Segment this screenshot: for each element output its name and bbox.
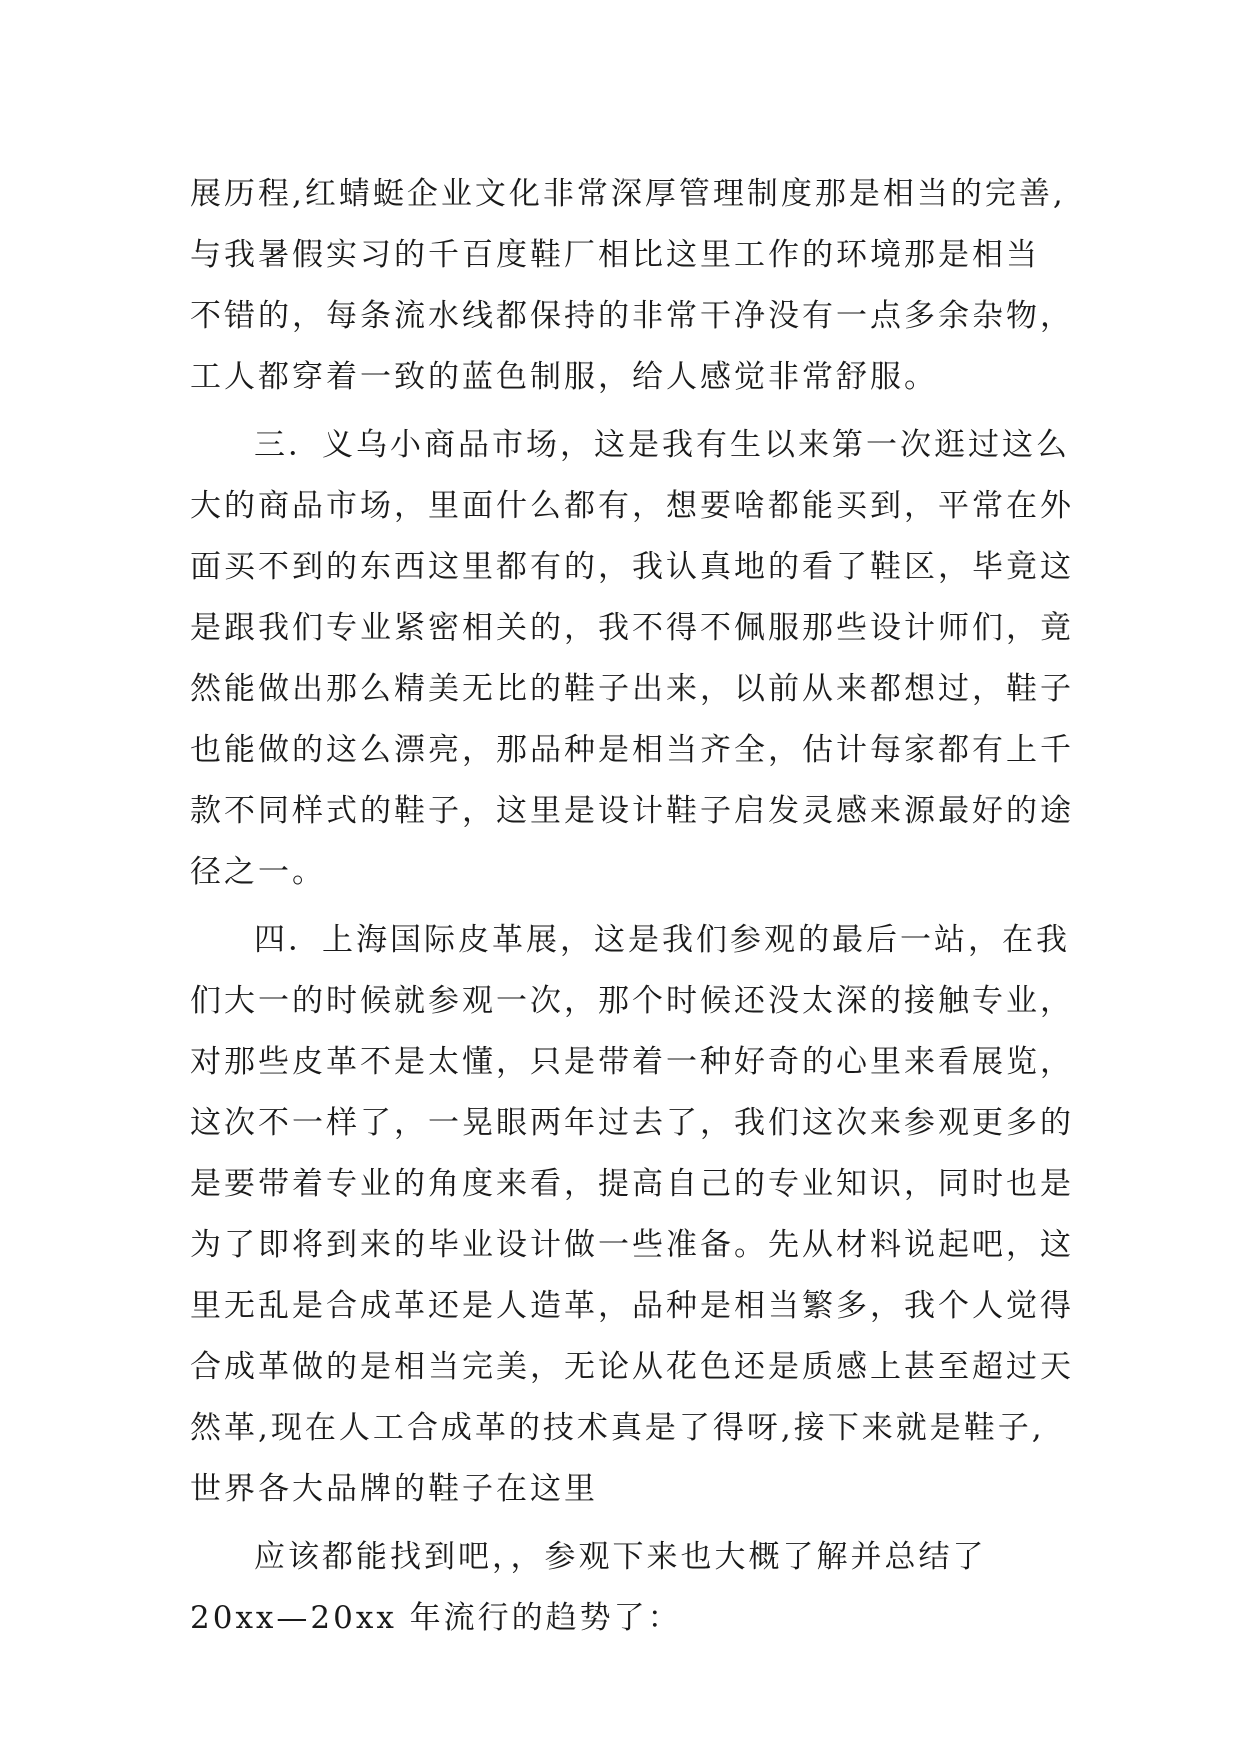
document-body xyxy=(190,164,1090,1649)
paragraph-start-line: 应该都能找到吧，，参观下来也大概了解并总结了 xyxy=(254,1539,987,1575)
text-line: 里无乱是合成革还是人造革，品种是相当繁多，我个人觉得 xyxy=(190,1288,1074,1324)
text-line: 径之一。 xyxy=(190,854,326,890)
text-line: 是跟我们专业紧密相关的，我不得不佩服那些设计师们，竟 xyxy=(190,610,1074,646)
text-line: 也能做的这么漂亮，那品种是相当齐全，估计每家都有上千 xyxy=(190,732,1074,768)
text-line: 不错的，每条流水线都保持的非常干净没有一点多余杂物， xyxy=(190,298,1074,334)
text-line: 款不同样式的鞋子，这里是设计鞋子启发灵感来源最好的途 xyxy=(190,793,1074,829)
text-line: 然革,现在人工合成革的技术真是了得呀,接下来就是鞋子, xyxy=(190,1410,1045,1446)
text-line: 世界各大品牌的鞋子在这里 xyxy=(190,1471,598,1507)
text-line: 与我暑假实习的千百度鞋厂相比这里工作的环境那是相当 xyxy=(190,237,1040,273)
text-line: 20xx—20xx 年流行的趋势了： xyxy=(190,1600,682,1636)
text-line: 合成革做的是相当完美，无论从花色还是质感上甚至超过天 xyxy=(190,1349,1074,1385)
text-line: 展历程,红蜻蜓企业文化非常深厚管理制度那是相当的完善, xyxy=(190,176,1066,212)
text-line: 然能做出那么精美无比的鞋子出来，以前从来都想过，鞋子 xyxy=(190,671,1074,707)
text-line: 是要带着专业的角度来看，提高自己的专业知识，同时也是 xyxy=(190,1166,1074,1202)
text-line: 对那些皮革不是太懂，只是带着一种好奇的心里来看展览， xyxy=(190,1044,1074,1080)
text-line: 这次不一样了，一晃眼两年过去了，我们这次来参观更多的 xyxy=(190,1105,1074,1141)
paragraph-start-line: 四．上海国际皮革展，这是我们参观的最后一站，在我 xyxy=(254,922,1070,958)
paragraph-start-line: 三．义乌小商品市场，这是我有生以来第一次逛过这么 xyxy=(254,427,1070,463)
text-line: 面买不到的东西这里都有的，我认真地的看了鞋区，毕竟这 xyxy=(190,549,1074,585)
text-line: 工人都穿着一致的蓝色制服，给人感觉非常舒服。 xyxy=(190,359,938,395)
text-line: 大的商品市场，里面什么都有，想要啥都能买到，平常在外 xyxy=(190,488,1074,524)
text-line: 们大一的时候就参观一次，那个时候还没太深的接触专业， xyxy=(190,983,1074,1019)
text-line: 为了即将到来的毕业设计做一些准备。先从材料说起吧，这 xyxy=(190,1227,1074,1263)
